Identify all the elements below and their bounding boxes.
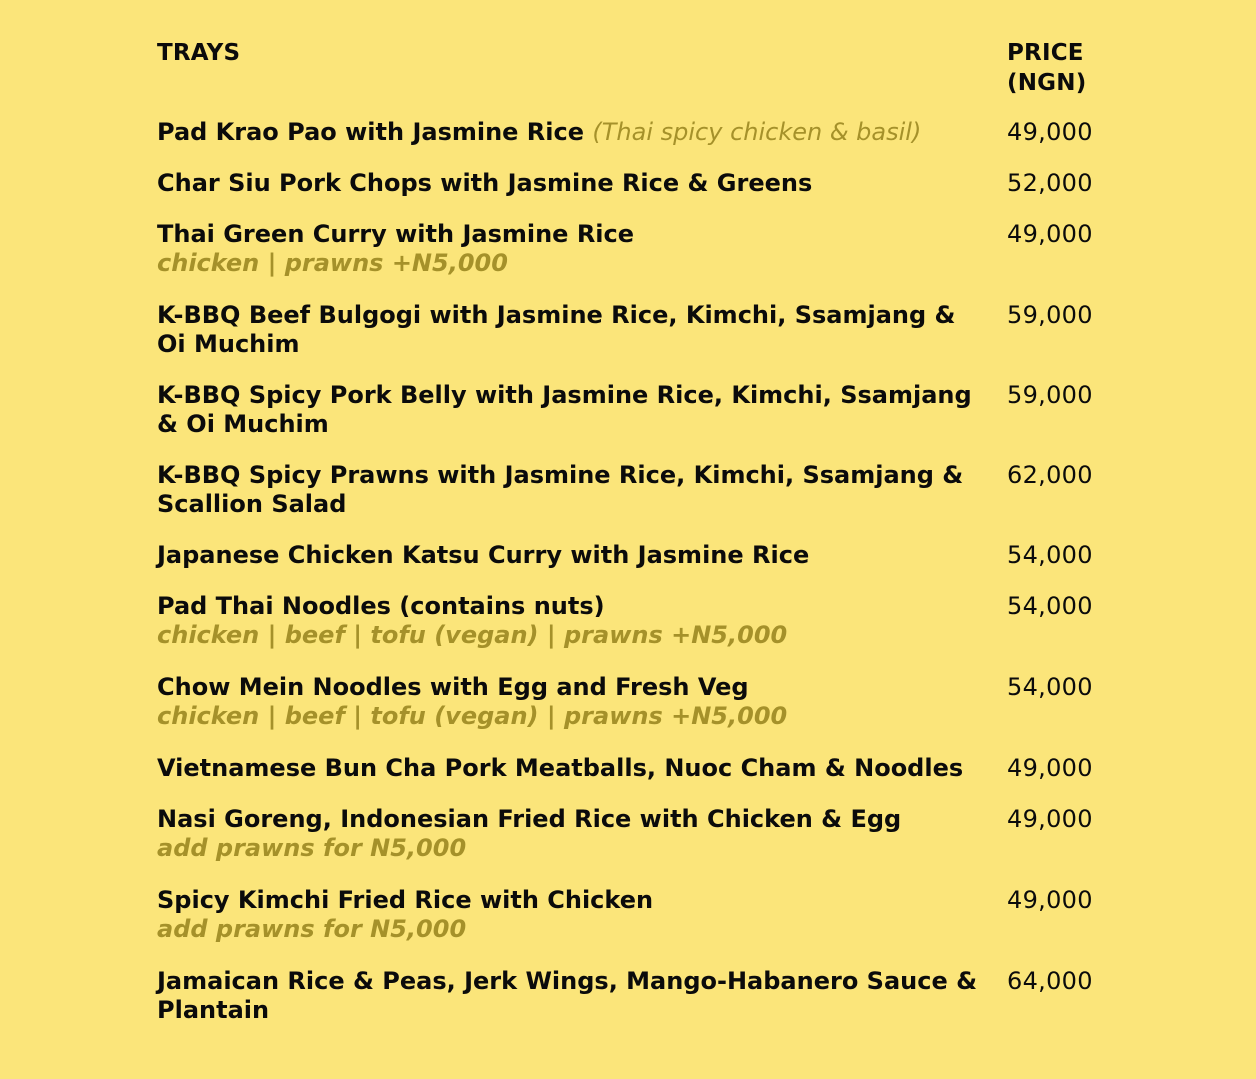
item-name-wrap (157, 805, 982, 863)
item-price: 54,000 (1007, 541, 1093, 569)
item-name-wrap (157, 967, 982, 1025)
item-name: Chow Mein Noodles with Egg and Fresh Veg (157, 673, 749, 701)
item-name: Pad Thai Noodles (contains nuts) (157, 592, 605, 620)
item-name-wrap (157, 220, 982, 278)
menu-item (157, 461, 1117, 519)
item-name: Spicy Kimchi Fried Rice with Chicken (157, 886, 654, 914)
item-name: Pad Krao Pao with Jasmine Rice (157, 118, 585, 146)
item-name: K-BBQ Beef Bulgogi with Jasmine Rice, Kimchi, Ssamjang & Oi Muchim (157, 301, 956, 358)
item-price: 59,000 (1007, 301, 1093, 329)
menu-item (157, 805, 1117, 863)
item-options: add prawns for N5,000 (157, 915, 467, 943)
price-column-header: PRICE (NGN) (1007, 40, 1087, 96)
item-name-wrap (157, 592, 982, 650)
item-options: chicken | beef | tofu (vegan) | prawns +N5,000 (157, 621, 788, 649)
item-price: 59,000 (1007, 381, 1093, 409)
item-name-wrap (157, 886, 982, 944)
item-name-wrap (157, 673, 982, 731)
item-name-wrap (157, 118, 982, 147)
item-price: 62,000 (1007, 461, 1093, 489)
item-name-wrap (157, 301, 982, 359)
menu-header (157, 38, 1117, 118)
item-price: 64,000 (1007, 967, 1093, 995)
item-options: chicken | beef | tofu (vegan) | prawns +N5,000 (157, 702, 788, 730)
menu-item (157, 754, 1117, 783)
menu-item (157, 886, 1117, 944)
item-options: chicken | prawns +N5,000 (157, 249, 508, 277)
menu-item (157, 592, 1117, 650)
item-name-wrap (157, 754, 982, 783)
item-name: K-BBQ Spicy Prawns with Jasmine Rice, Kimchi, Ssamjang & Scallion Salad (157, 461, 964, 518)
menu-item (157, 301, 1117, 359)
item-note: (Thai spicy chicken & basil) (592, 118, 922, 146)
section-title: TRAYS (157, 40, 241, 66)
item-name: Vietnamese Bun Cha Pork Meatballs, Nuoc Cham & Noodles (157, 754, 964, 782)
item-name: Char Siu Pork Chops with Jasmine Rice & Greens (157, 169, 813, 197)
item-name: Jamaican Rice & Peas, Jerk Wings, Mango-Habanero Sauce & Plantain (157, 967, 978, 1024)
menu-item (157, 541, 1117, 570)
item-price: 54,000 (1007, 592, 1093, 620)
menu-item (157, 381, 1117, 439)
item-price: 54,000 (1007, 673, 1093, 701)
item-name: Thai Green Curry with Jasmine Rice (157, 220, 635, 248)
menu-item (157, 967, 1117, 1025)
item-name: Nasi Goreng, Indonesian Fried Rice with Chicken & Egg (157, 805, 902, 833)
item-price: 49,000 (1007, 754, 1093, 782)
item-price: 52,000 (1007, 169, 1093, 197)
item-price: 49,000 (1007, 886, 1093, 914)
menu-item (157, 169, 1117, 198)
menu-section (157, 38, 1117, 1025)
item-name: Japanese Chicken Katsu Curry with Jasmine Rice (157, 541, 810, 569)
menu-item-list (157, 118, 1117, 1025)
item-options: add prawns for N5,000 (157, 834, 467, 862)
item-name-wrap (157, 461, 982, 519)
item-price: 49,000 (1007, 118, 1093, 146)
menu-item (157, 220, 1117, 278)
item-price: 49,000 (1007, 220, 1093, 248)
item-price: 49,000 (1007, 805, 1093, 833)
menu-item (157, 673, 1117, 731)
menu-item (157, 118, 1117, 147)
item-name-wrap (157, 381, 982, 439)
item-name-wrap (157, 169, 982, 198)
item-name-wrap (157, 541, 982, 570)
item-name: K-BBQ Spicy Pork Belly with Jasmine Rice, Kimchi, Ssamjang & Oi Muchim (157, 381, 972, 438)
